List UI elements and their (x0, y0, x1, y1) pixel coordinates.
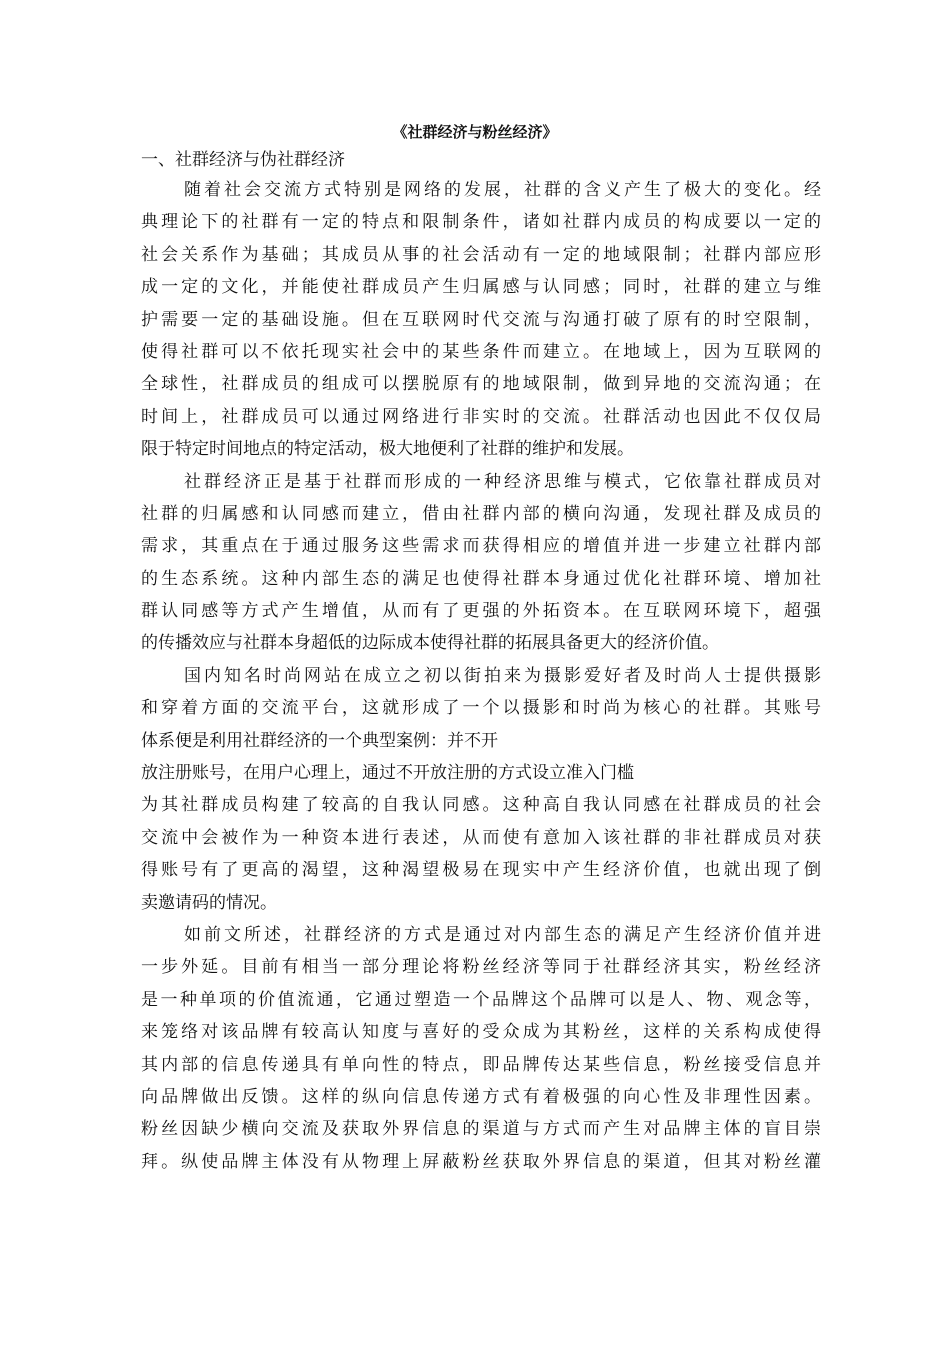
text-line: 时间上，社群成员可以通过网络进行非实时的交流。社群活动也因此不仅仅局 (141, 406, 821, 427)
text-line: 的生态系统。这种内部生态的满足也使得社群本身通过优化社群环境、增加社 (141, 568, 821, 589)
text-line: 社会关系作为基础；其成员从事的社会活动有一定的地域限制；社群内部应形 (141, 244, 821, 265)
text-line: 限于特定时间地点的特定活动，极大地便利了社群的维护和发展。 (141, 439, 634, 460)
document-body (141, 174, 821, 1178)
text-line: 向品牌做出反馈。这样的纵向信息传递方式有着极强的向心性及非理性因素。 (141, 1086, 821, 1107)
text-line: 拜。纵使品牌主体没有从物理上屏蔽粉丝获取外界信息的渠道，但其对粉丝灌 (141, 1151, 821, 1172)
text-line: 需求，其重点在于通过服务这些需求而获得相应的增值并进一步建立社群内部 (141, 536, 821, 557)
text-line: 粉丝因缺少横向交流及获取外界信息的渠道与方式而产生对品牌主体的盲目崇 (141, 1119, 821, 1140)
text-line: 一步外延。目前有相当一部分理论将粉丝经济等同于社群经济其实，粉丝经济 (141, 957, 821, 978)
text-line: 典理论下的社群有一定的特点和限制条件，诸如社群内成员的构成要以一定的 (141, 212, 821, 233)
text-line: 体系便是利用社群经济的一个典型案例：并不开 (141, 730, 498, 751)
document-title: 《社群经济与粉丝经济》 (392, 123, 558, 141)
text-line: 成一定的文化，并能使社群成员产生归属感与认同感；同时，社群的建立与维 (141, 277, 821, 298)
paragraph-4 (141, 919, 821, 1178)
text-line: 来笼络对该品牌有较高认知度与喜好的受众成为其粉丝，这样的关系构成使得 (141, 1022, 821, 1043)
text-line: 群认同感等方式产生增值，从而有了更强的外拓资本。在互联网环境下，超强 (141, 601, 821, 622)
text-line: 社群的归属感和认同感而建立，借由社群内部的横向沟通，发现社群及成员的 (141, 503, 821, 524)
text-line: 如前文所述，社群经济的方式是通过对内部生态的满足产生经济价值并进 (184, 924, 821, 945)
text-line: 的传播效应与社群本身超低的边际成本使得社群的拓展具备更大的经济价值。 (141, 633, 719, 654)
text-line: 全球性，社群成员的组成可以摆脱原有的地域限制，做到异地的交流沟通；在 (141, 374, 821, 395)
text-line: 得账号有了更高的渴望，这种渴望极易在现实中产生经济价值，也就出现了倒 (141, 860, 821, 881)
text-line: 随着社会交流方式特别是网络的发展，社群的含义产生了极大的变化。经 (184, 180, 821, 200)
text-line: 使得社群可以不依托现实社会中的某些条件而建立。在地域上，因为互联网的 (141, 341, 821, 362)
text-line: 社群经济正是基于社群而形成的一种经济思维与模式，它依靠社群成员对 (184, 471, 821, 492)
text-line: 国内知名时尚网站在成立之初以街拍来为摄影爱好者及时尚人士提供摄影 (184, 665, 821, 686)
text-line: 护需要一定的基础设施。但在互联网时代交流与沟通打破了原有的时空限制， (141, 309, 821, 330)
paragraph-2 (141, 466, 821, 660)
text-line: 卖邀请码的情况。 (141, 892, 277, 913)
text-line: 为其社群成员构建了较高的自我认同感。这种高自我认同感在社群成员的社会 (141, 795, 821, 816)
text-line: 放注册账号，在用户心理上，通过不开放注册的方式设立准入门槛 (141, 763, 634, 784)
section-heading: 一、社群经济与伪社群经济 (141, 150, 345, 170)
paragraph-3 (141, 660, 821, 919)
text-line: 和穿着方面的交流平台，这就形成了一个以摄影和时尚为核心的社群。其账号 (141, 698, 821, 719)
text-line: 是一种单项的价值流通，它通过塑造一个品牌这个品牌可以是人、物、观念等， (141, 989, 821, 1010)
text-line: 交流中会被作为一种资本进行表述，从而使有意加入该社群的非社群成员对获 (141, 827, 821, 848)
text-line: 其内部的信息传递具有单向性的特点，即品牌传达某些信息，粉丝接受信息并 (141, 1054, 821, 1075)
paragraph-1 (141, 174, 821, 466)
